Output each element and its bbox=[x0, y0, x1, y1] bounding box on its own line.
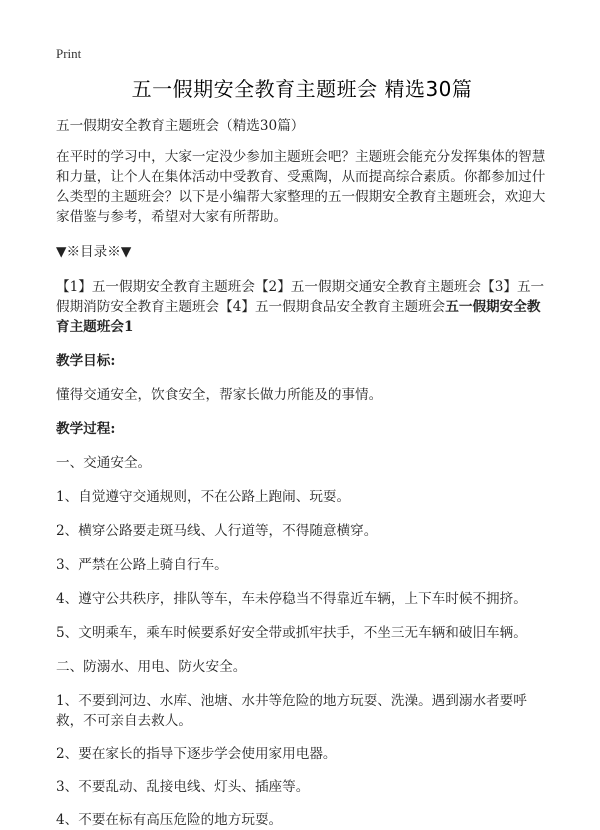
intro-paragraph: 在平时的学习中，大家一定没少参加主题班会吧？主题班会能充分发挥集体的智慧和力量，让个人在集体活动中受教育、受熏陶，从而提高综合素质。你都参加过什么类型的主题班会？以下是小编帮大家整理的五一假期安全教育主题班会，欢迎大家借鉴与参考，希望对大家有所帮助。 bbox=[56, 149, 546, 225]
list-item: 2、要在家长的指导下逐步学会使用家用电器。 bbox=[56, 746, 337, 762]
list-item: 4、不要在标有高压危险的地方玩耍。 bbox=[56, 812, 283, 828]
list-item: 2、横穿公路要走斑马线、人行道等，不得随意横穿。 bbox=[56, 523, 378, 539]
process-label: 教学过程: bbox=[56, 421, 116, 437]
list-item: 5、文明乘车，乘车时候要系好安全带或抓牢扶手，不坐三无车辆和破旧车辆。 bbox=[56, 625, 527, 641]
goal-text: 懂得交通安全，饮食安全，帮家长做力所能及的事情。 bbox=[56, 387, 383, 403]
list-item: 1、自觉遵守交通规则，不在公路上跑闹、玩耍。 bbox=[56, 489, 351, 505]
list-item: 3、不要乱动、乱接电线、灯头、插座等。 bbox=[56, 779, 310, 795]
article-subtitle: 五一假期安全教育主题班会（精选30篇） bbox=[56, 118, 305, 134]
list-item: 4、遵守公共秩序，排队等车，车未停稳当不得靠近车辆，上下车时候不拥挤。 bbox=[56, 591, 527, 607]
toc-link-1[interactable]: 【1】五一假期安全教育主题班会 bbox=[56, 279, 255, 295]
toc-link-2[interactable]: 【2】五一假期交通安全教育主题班会 bbox=[254, 279, 482, 295]
list-item: 1、不要到河边、水库、池塘、水井等危险的地方玩耍、洗澡。遇到溺水者要呼救，不可亲自去救人。 bbox=[56, 693, 527, 729]
list-item: 一、交通安全。 bbox=[56, 455, 152, 471]
toc-link-3[interactable]: 【3】五一假期消防安全教育主题班会 bbox=[56, 279, 545, 315]
section-heading: 五一假期安全教育主题班会1 bbox=[56, 299, 541, 335]
list-item: 3、严禁在公路上骑自行车。 bbox=[56, 557, 228, 573]
toc-link-4[interactable]: 【4】五一假期食品安全教育主题班会 bbox=[219, 299, 446, 315]
page-title: 五一假期安全教育主题班会 精选30篇 bbox=[131, 77, 473, 101]
toc-heading: ▼※目录※▼ bbox=[56, 244, 132, 260]
goal-label: 教学目标: bbox=[56, 353, 116, 369]
list-item: 二、防溺水、用电、防火安全。 bbox=[56, 659, 247, 675]
table-of-contents bbox=[56, 277, 548, 337]
print-link[interactable]: Print bbox=[56, 46, 82, 61]
